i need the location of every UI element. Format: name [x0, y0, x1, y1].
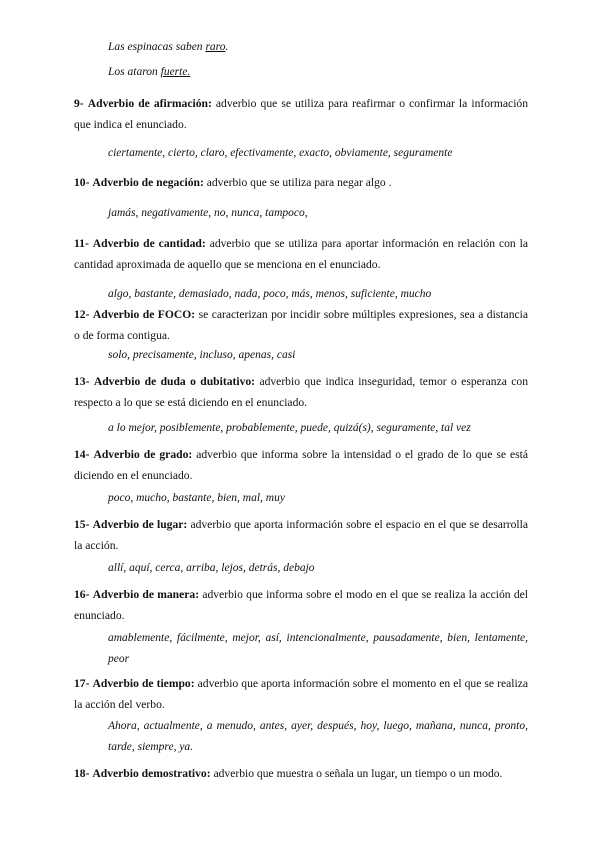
section-examples: allí, aquí, cerca, arriba, lejos, detrás, debajo	[108, 562, 315, 574]
section-definition: 11- Adverbio de cantidad: adverbio que se utiliza para aportar información en relación con la cantidad aproximada de aquello que se menciona en el enunciado.	[74, 237, 529, 271]
section-definition: 13- Adverbio de duda o dubitativo: adverbio que indica inseguridad, temor o esperanza con respecto a lo que se está diciendo en el enunciado.	[74, 375, 528, 409]
section-definition: 15- Adverbio de lugar: adverbio que aporta información sobre el espacio en el que se desarrolla la acción.	[74, 518, 528, 552]
section-definition: 17- Adverbio de tiempo: adverbio que aporta información sobre el momento en el que se realiza la acción del verbo.	[74, 677, 528, 711]
section-examples: a lo mejor, posiblemente, probablemente, puede, quizá(s), seguramente, tal vez	[108, 422, 471, 434]
section-examples: solo, precisamente, incluso, apenas, casi	[108, 349, 296, 361]
section-definition: 14- Adverbio de grado: adverbio que informa sobre la intensidad o el grado de lo que se está diciendo en el enunciado.	[74, 448, 528, 482]
section-examples: poco, mucho, bastante, bien, mal, muy	[108, 492, 285, 504]
section-examples: jamás, negativamente, no, nunca, tampoco,	[108, 207, 308, 219]
section-definition: 18- Adverbio demostrativo: adverbio que muestra o señala un lugar, un tiempo o un modo.	[74, 767, 503, 780]
section-examples: amablemente, fácilmente, mejor, así, intencionalmente, pausadamente, bien, lentamente, peor	[108, 632, 528, 665]
section-definition: 10- Adverbio de negación: adverbio que se utiliza para negar algo .	[74, 176, 392, 189]
section-examples: ciertamente, cierto, claro, efectivamente, exacto, obviamente, seguramente	[108, 147, 453, 159]
section-examples: algo, bastante, demasiado, nada, poco, más, menos, suficiente, mucho	[108, 288, 432, 300]
section-definition: 9- Adverbio de afirmación: adverbio que se utiliza para reafirmar o confirmar la información que indica el enunciado.	[74, 97, 529, 131]
section-definition: 16- Adverbio de manera: adverbio que informa sobre el modo en el que se realiza la acción del enunciado.	[74, 588, 528, 622]
section-definition: 12- Adverbio de FOCO: se caracterizan por incidir sobre múltiples expresiones, sea a distancia o de forma contigua.	[74, 308, 528, 342]
section-examples: Ahora, actualmente, a menudo, antes, ayer, después, hoy, luego, mañana, nunca, pronto, tarde, siempre, ya.	[108, 720, 528, 753]
example-line: Las espinacas saben raro.	[108, 41, 229, 53]
example-line: Los ataron fuerte.	[108, 66, 191, 78]
